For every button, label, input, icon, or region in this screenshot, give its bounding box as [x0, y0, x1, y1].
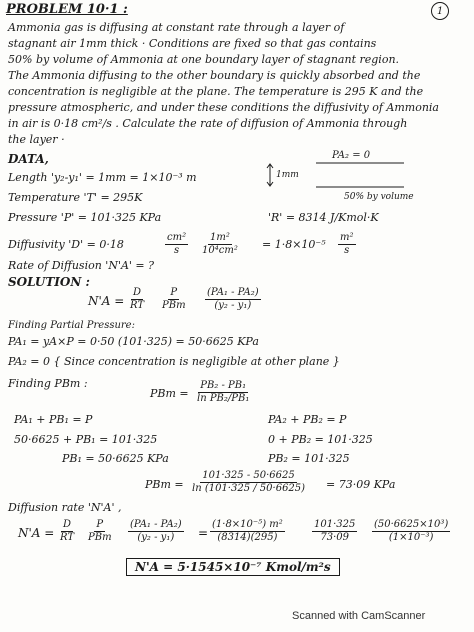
scanner-watermark: Scanned with CamScanner	[292, 610, 426, 622]
right-col-line-3: PB₂ = 101·325	[268, 452, 350, 465]
right-col-line-2: 0 + PB₂ = 101·325	[268, 433, 373, 446]
frac-den: PBm	[88, 532, 112, 543]
solution-heading: SOLUTION :	[8, 275, 90, 289]
frac-num: m²	[340, 232, 354, 243]
frac-den: 73·09	[320, 532, 349, 543]
frac-den: (y₂ - y₁)	[214, 300, 252, 311]
rate-eq-fraction-2	[160, 287, 188, 312]
diagram-top-label: PA₂ = 0	[332, 150, 371, 161]
frac-den: s	[344, 245, 350, 256]
rate-equation-lhs: N'A =	[88, 294, 125, 308]
frac-den: (y₂ - y₁)	[137, 532, 175, 543]
final-fraction-5	[312, 519, 357, 544]
frac-num: (50·6625×10³)	[374, 519, 449, 530]
final-fraction-1	[58, 519, 76, 544]
frac-num: P	[170, 287, 178, 298]
frac-num: (PA₁ - PA₂)	[130, 519, 182, 530]
frac-den: ln PB₂/PB₁	[197, 393, 250, 404]
left-col-line-3: PB₁ = 50·6625 KPa	[62, 452, 169, 465]
rate-eq-fraction-1	[128, 287, 146, 312]
final-answer-box: N'A = 5·1545×10⁻⁷ Kmol/m²s	[126, 558, 340, 576]
frac-den: s	[173, 245, 180, 256]
data-diffusivity-label: Diffusivity 'D' = 0·18	[8, 238, 124, 251]
frac-den: 10⁴cm²	[202, 245, 238, 256]
final-equals: =	[198, 526, 209, 540]
frac-den: PBm	[162, 300, 186, 311]
data-heading: DATA,	[8, 152, 49, 166]
problem-title: PROBLEM 10·1 :	[6, 2, 128, 17]
final-fraction-4	[210, 519, 285, 544]
frac-num: (PA₁ - PA₂)	[207, 287, 259, 298]
diffusivity-fraction-1	[165, 232, 188, 257]
pbm-heading: Finding PBm :	[8, 377, 88, 390]
problem-line-7: in air is 0·18 cm²/s . Calculate the rate of diffusion of Ammonia through	[8, 117, 408, 130]
right-col-line-1: PA₂ + PB₂ = P	[268, 413, 347, 426]
page-number-badge: 1	[431, 2, 449, 20]
frac-num: P	[96, 519, 104, 530]
frac-num: D	[63, 519, 72, 530]
frac-num: (1·8×10⁻⁵) m²	[212, 519, 283, 530]
frac-num: 1m²	[209, 232, 230, 243]
frac-num: 101·325	[314, 519, 356, 530]
data-length: Length 'y₂-y₁' = 1mm = 1×10⁻³ m	[8, 171, 197, 184]
frac-den: RT	[60, 532, 75, 543]
diffusivity-unit	[338, 232, 356, 257]
final-fraction-3	[128, 519, 184, 544]
diagram-bottom-label: 50% by volume	[344, 192, 414, 202]
data-rate-label: Rate of Diffusion 'N'A' = ?	[8, 259, 155, 272]
data-pressure: Pressure 'P' = 101·325 KPa	[8, 211, 162, 224]
problem-line-5: concentration is negligible at the plane. The temperature is 295 K and the	[8, 85, 424, 98]
problem-line-8: the layer ·	[8, 133, 65, 146]
problem-line-4: The Ammonia diffusing to the other boundary is quickly absorbed and the	[8, 69, 421, 82]
diffusivity-fraction-2	[200, 232, 240, 257]
frac-den: RT	[130, 300, 145, 311]
frac-den: (1×10⁻³)	[388, 532, 434, 543]
frac-num: PB₂ - PB₁	[200, 380, 247, 391]
pa1-line: PA₁ = yA×P = 0·50 (101·325) = 50·6625 KPa	[8, 335, 259, 348]
left-col-line-1: PA₁ + PB₁ = P	[14, 413, 93, 426]
partial-pressure-heading: Finding Partial Pressure:	[8, 320, 135, 331]
problem-line-3: 50% by volume of Ammonia at one boundary layer of stagnant region.	[8, 53, 400, 66]
frac-num: cm²	[167, 232, 187, 243]
pbm-formula-lhs: PBm =	[150, 387, 189, 400]
pbm-calc-result: = 73·09 KPa	[326, 478, 396, 491]
boundary-layer-diagram	[264, 151, 414, 203]
pbm-calc-fraction	[190, 470, 307, 495]
final-lhs: N'A =	[18, 526, 55, 540]
data-temperature: Temperature 'T' = 295K	[8, 191, 143, 204]
left-col-line-2: 50·6625 + PB₁ = 101·325	[14, 433, 158, 446]
pbm-formula-fraction	[195, 380, 251, 405]
diffusivity-result: = 1·8×10⁻⁵	[262, 238, 326, 251]
data-gas-constant: 'R' = 8314 J/Kmol·K	[268, 211, 379, 224]
diagram-thickness-label: 1mm	[276, 170, 299, 180]
frac-num: 101·325 - 50·6625	[202, 470, 295, 481]
frac-den: ln (101·325 / 50·6625)	[192, 483, 306, 494]
diffusion-rate-heading: Diffusion rate 'N'A' ,	[8, 501, 122, 514]
frac-den: (8314)(295)	[217, 532, 278, 543]
pbm-calc-lhs: PBm =	[145, 478, 184, 491]
problem-line-1: Ammonia gas is diffusing at constant rate through a layer of	[8, 21, 345, 34]
problem-line-2: stagnant air 1mm thick · Conditions are fixed so that gas contains	[8, 37, 377, 50]
final-fraction-6	[372, 519, 450, 544]
pa2-line: PA₂ = 0 { Since concentration is negligible at other plane }	[8, 355, 340, 368]
rate-eq-fraction-3	[205, 287, 261, 312]
final-fraction-2	[86, 519, 114, 544]
frac-num: D	[133, 287, 142, 298]
problem-line-6: pressure atmospheric, and under these conditions the diffusivity of Ammonia	[8, 101, 439, 114]
